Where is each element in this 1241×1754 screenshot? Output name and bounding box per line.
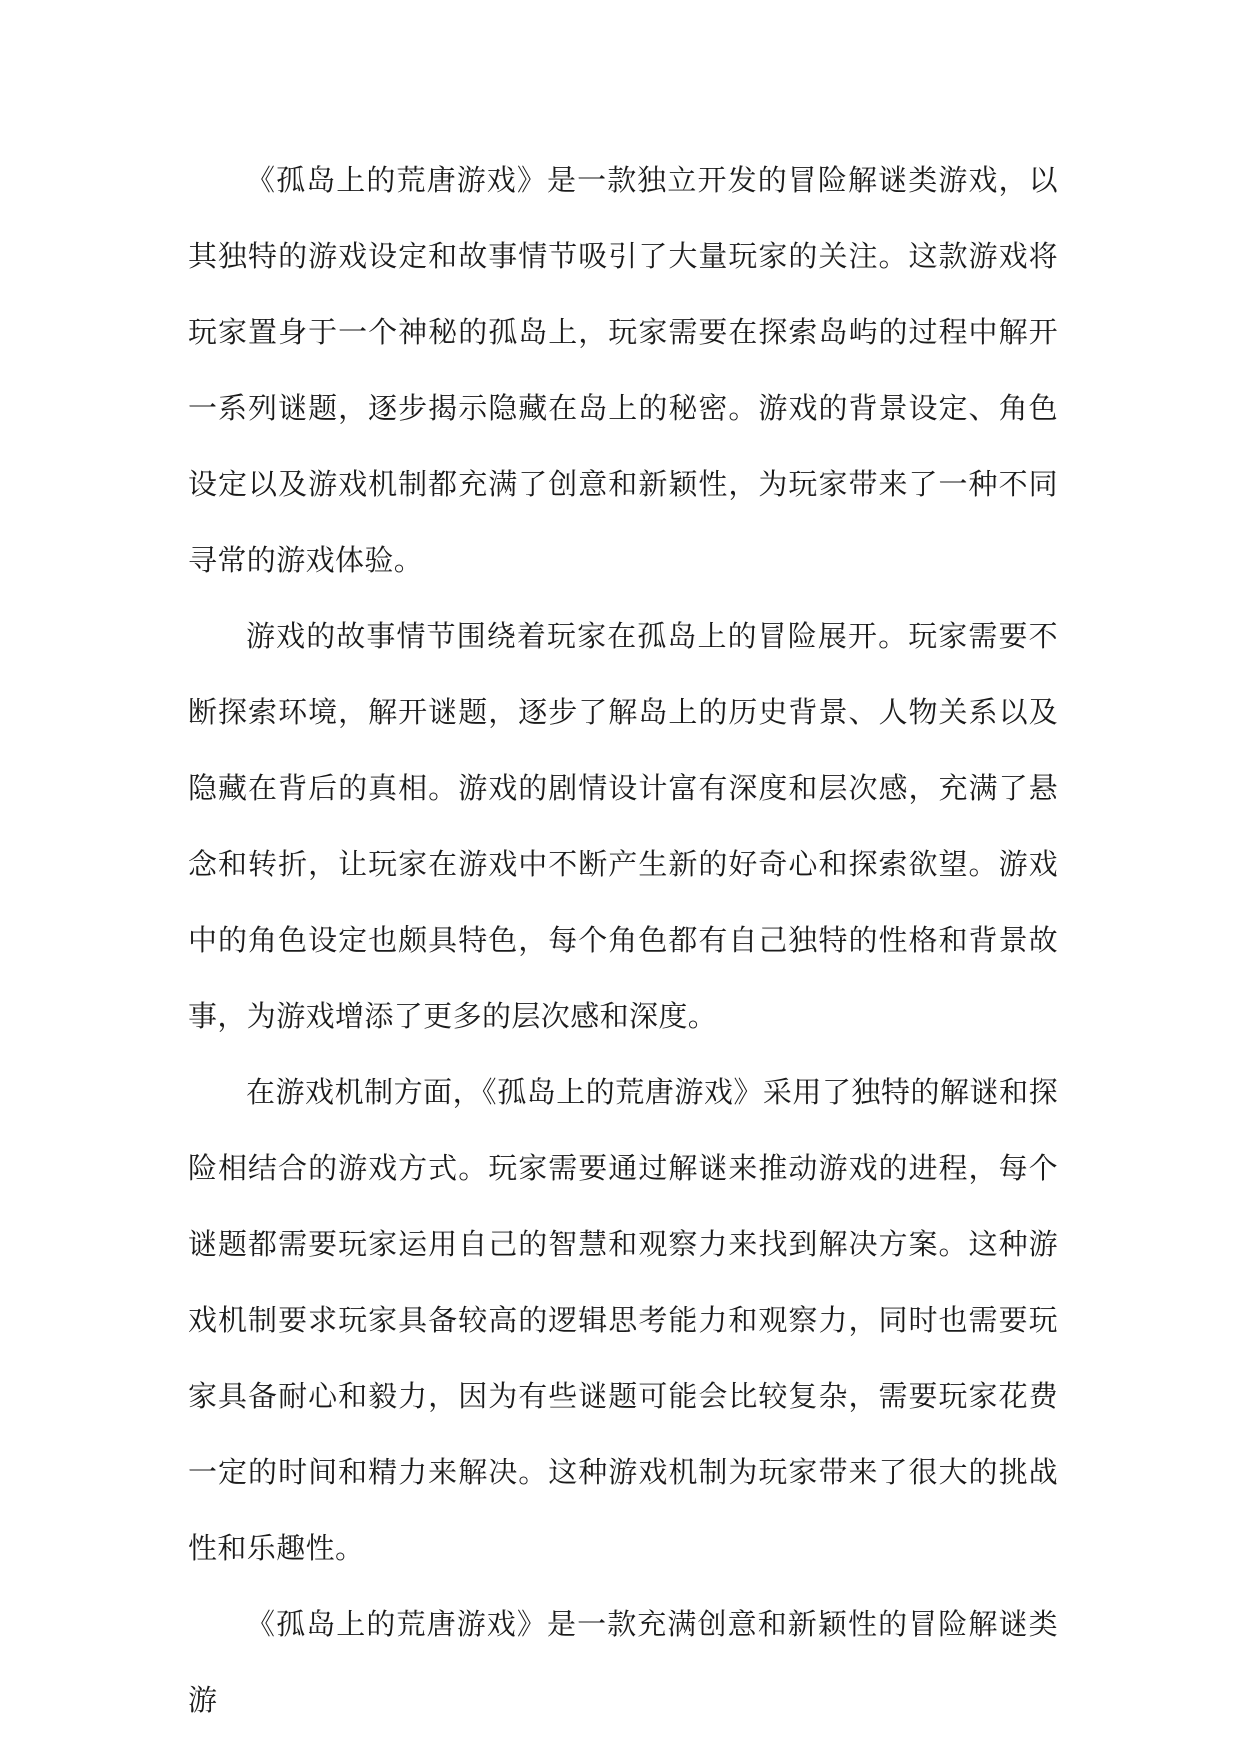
paragraph-mechanics: 在游戏机制方面，《孤岛上的荒唐游戏》采用了独特的解谜和探险相结合的游戏方式。玩家需要通过解谜来推动游戏的进程，每个谜题都需要玩家运用自己的智慧和观察力来找到解决方案。这种游戏机制要求玩家具备较高的逻辑思考能力和观察力，同时也需要玩家具备耐心和毅力，因为有些谜题可能会比较复杂，需要玩家花费一定的时间和精力来解决。这种游戏机制为玩家带来了很大的挑战性和乐趣性。 (188, 1075, 1058, 1565)
document-body (188, 142, 1058, 1738)
paragraph-intro: 《孤岛上的荒唐游戏》是一款独立开发的冒险解谜类游戏，以其独特的游戏设定和故事情节吸引了大量玩家的关注。这款游戏将玩家置身于一个神秘的孤岛上，玩家需要在探索岛屿的过程中解开一系列谜题，逐步揭示隐藏在岛上的秘密。游戏的背景设定、角色设定以及游戏机制都充满了创意和新颖性，为玩家带来了一种不同寻常的游戏体验。 (188, 163, 1058, 577)
paragraph-story: 游戏的故事情节围绕着玩家在孤岛上的冒险展开。玩家需要不断探索环境，解开谜题，逐步了解岛上的历史背景、人物关系以及隐藏在背后的真相。游戏的剧情设计富有深度和层次感，充满了悬念和转折，让玩家在游戏中不断产生新的好奇心和探索欲望。游戏中的角色设定也颇具特色，每个角色都有自己独特的性格和背景故事，为游戏增添了更多的层次感和深度。 (188, 619, 1058, 1033)
paragraph-conclusion: 《孤岛上的荒唐游戏》是一款充满创意和新颖性的冒险解谜类游 (188, 1607, 1058, 1717)
